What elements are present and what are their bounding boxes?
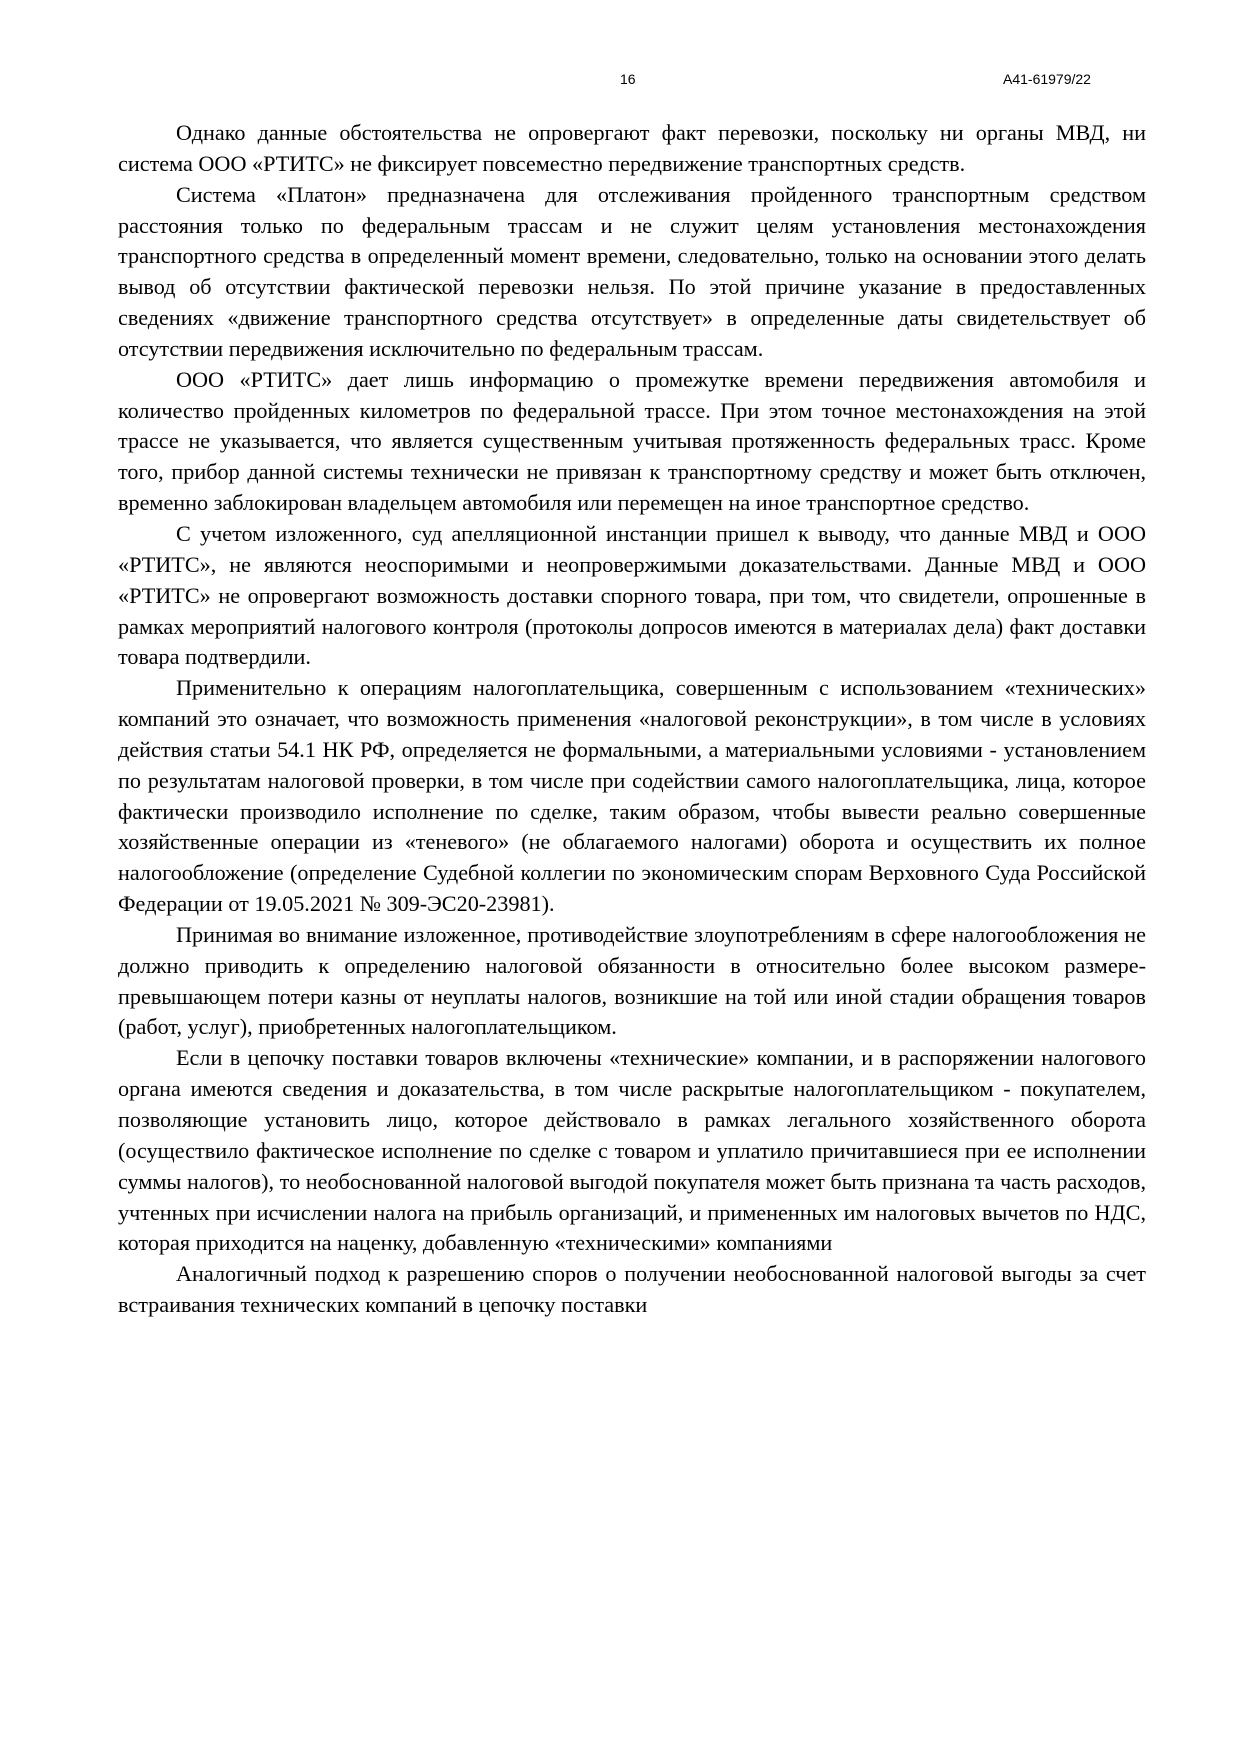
paragraph: Система «Платон» предназначена для отслеживания пройденного транспортным средством расстояния только по федеральным трассам и не служит целям установления местонахождения транспортного средства в определенный момент времени, следовательно, только на основании этого делать вывод об отсутствии фактической перевозки нельзя. По этой причине указание в предоставленных сведениях «движение транспортного средства отсутствует» в определенные даты свидетельствует об отсутствии передвижения исключительно по федеральным трассам. xyxy=(118,181,1146,361)
document-body xyxy=(118,118,1146,1321)
case-number: А41-61979/22 xyxy=(1003,71,1091,87)
paragraph: Однако данные обстоятельства не опровергают факт перевозки, поскольку ни органы МВД, ни система ООО «РТИТС» не фиксирует повсеместно передвижение транспортных средств. xyxy=(118,120,1146,176)
page-header xyxy=(0,71,1241,95)
paragraph: С учетом изложенного, суд апелляционной инстанции пришел к выводу, что данные МВД и ООО «РТИТС», не являются неоспоримыми и неопровержимыми доказательствами. Данные МВД и ООО «РТИТС» не опровергают возможность доставки спорного товара, при том, что свидетели, опрошенные в рамках мероприятий налогового контроля (протоколы допросов имеются в материалах дела) факт доставки товара подтвердили. xyxy=(118,520,1146,670)
paragraph: ООО «РТИТС» дает лишь информацию о промежутке времени передвижения автомобиля и количество пройденных километров по федеральной трассе. При этом точное местонахождения на этой трассе не указывается, что является существенным учитывая протяженность федеральных трасс. Кроме того, прибор данной системы технически не привязан к транспортному средству и может быть отключен, временно заблокирован владельцем автомобиля или перемещен на иное транспортное средство. xyxy=(118,366,1146,516)
paragraph: Если в цепочку поставки товаров включены «технические» компании, и в распоряжении налогового органа имеются сведения и доказательства, в том числе раскрытые налогоплательщиком - покупателем, позволяющие установить лицо, которое действовало в рамках легального хозяйственного оборота (осуществило фактическое исполнение по сделке с товаром и уплатило причитавшиеся при ее исполнении суммы налогов), то необоснованной налоговой выгодой покупателя может быть признана та часть расходов, учтенных при исчислении налога на прибыль организаций, и примененных им налоговых вычетов по НДС, которая приходится на наценку, добавленную «техническими» компаниями xyxy=(118,1045,1146,1256)
paragraph: Аналогичный подход к разрешению споров о получении необоснованной налоговой выгоды за счет встраивания технических компаний в цепочку поставки xyxy=(118,1261,1146,1318)
paragraph: Применительно к операциям налогоплательщика, совершенным с использованием «технических» компаний это означает, что возможность применения «налоговой реконструкции», в том числе в условиях действия статьи 54.1 НК РФ, определяется не формальными, а материальными условиями - установлением по результатам налоговой проверки, в том числе при содействии самого налогоплательщика, лица, которое фактически производило исполнение по сделке, таким образом, чтобы вывести реально совершенные хозяйственные операции из «теневого» (не облагаемого налогами) оборота и осуществить их полное налогообложение (определение Судебной коллегии по экономическим спорам Верховного Суда Российской Федерации от 19.05.2021 № 309-ЭС20-23981). xyxy=(118,675,1146,917)
page-number: 16 xyxy=(620,71,636,87)
paragraph: Принимая во внимание изложенное, противодействие злоупотреблениям в сфере налогообложения не должно приводить к определению налоговой обязанности в относительно более высоком размере- превышающем потери казны от неуплаты налогов, возникшие на той или иной стадии обращения товаров (работ, услуг), приобретенных налогоплательщиком. xyxy=(118,921,1146,1040)
